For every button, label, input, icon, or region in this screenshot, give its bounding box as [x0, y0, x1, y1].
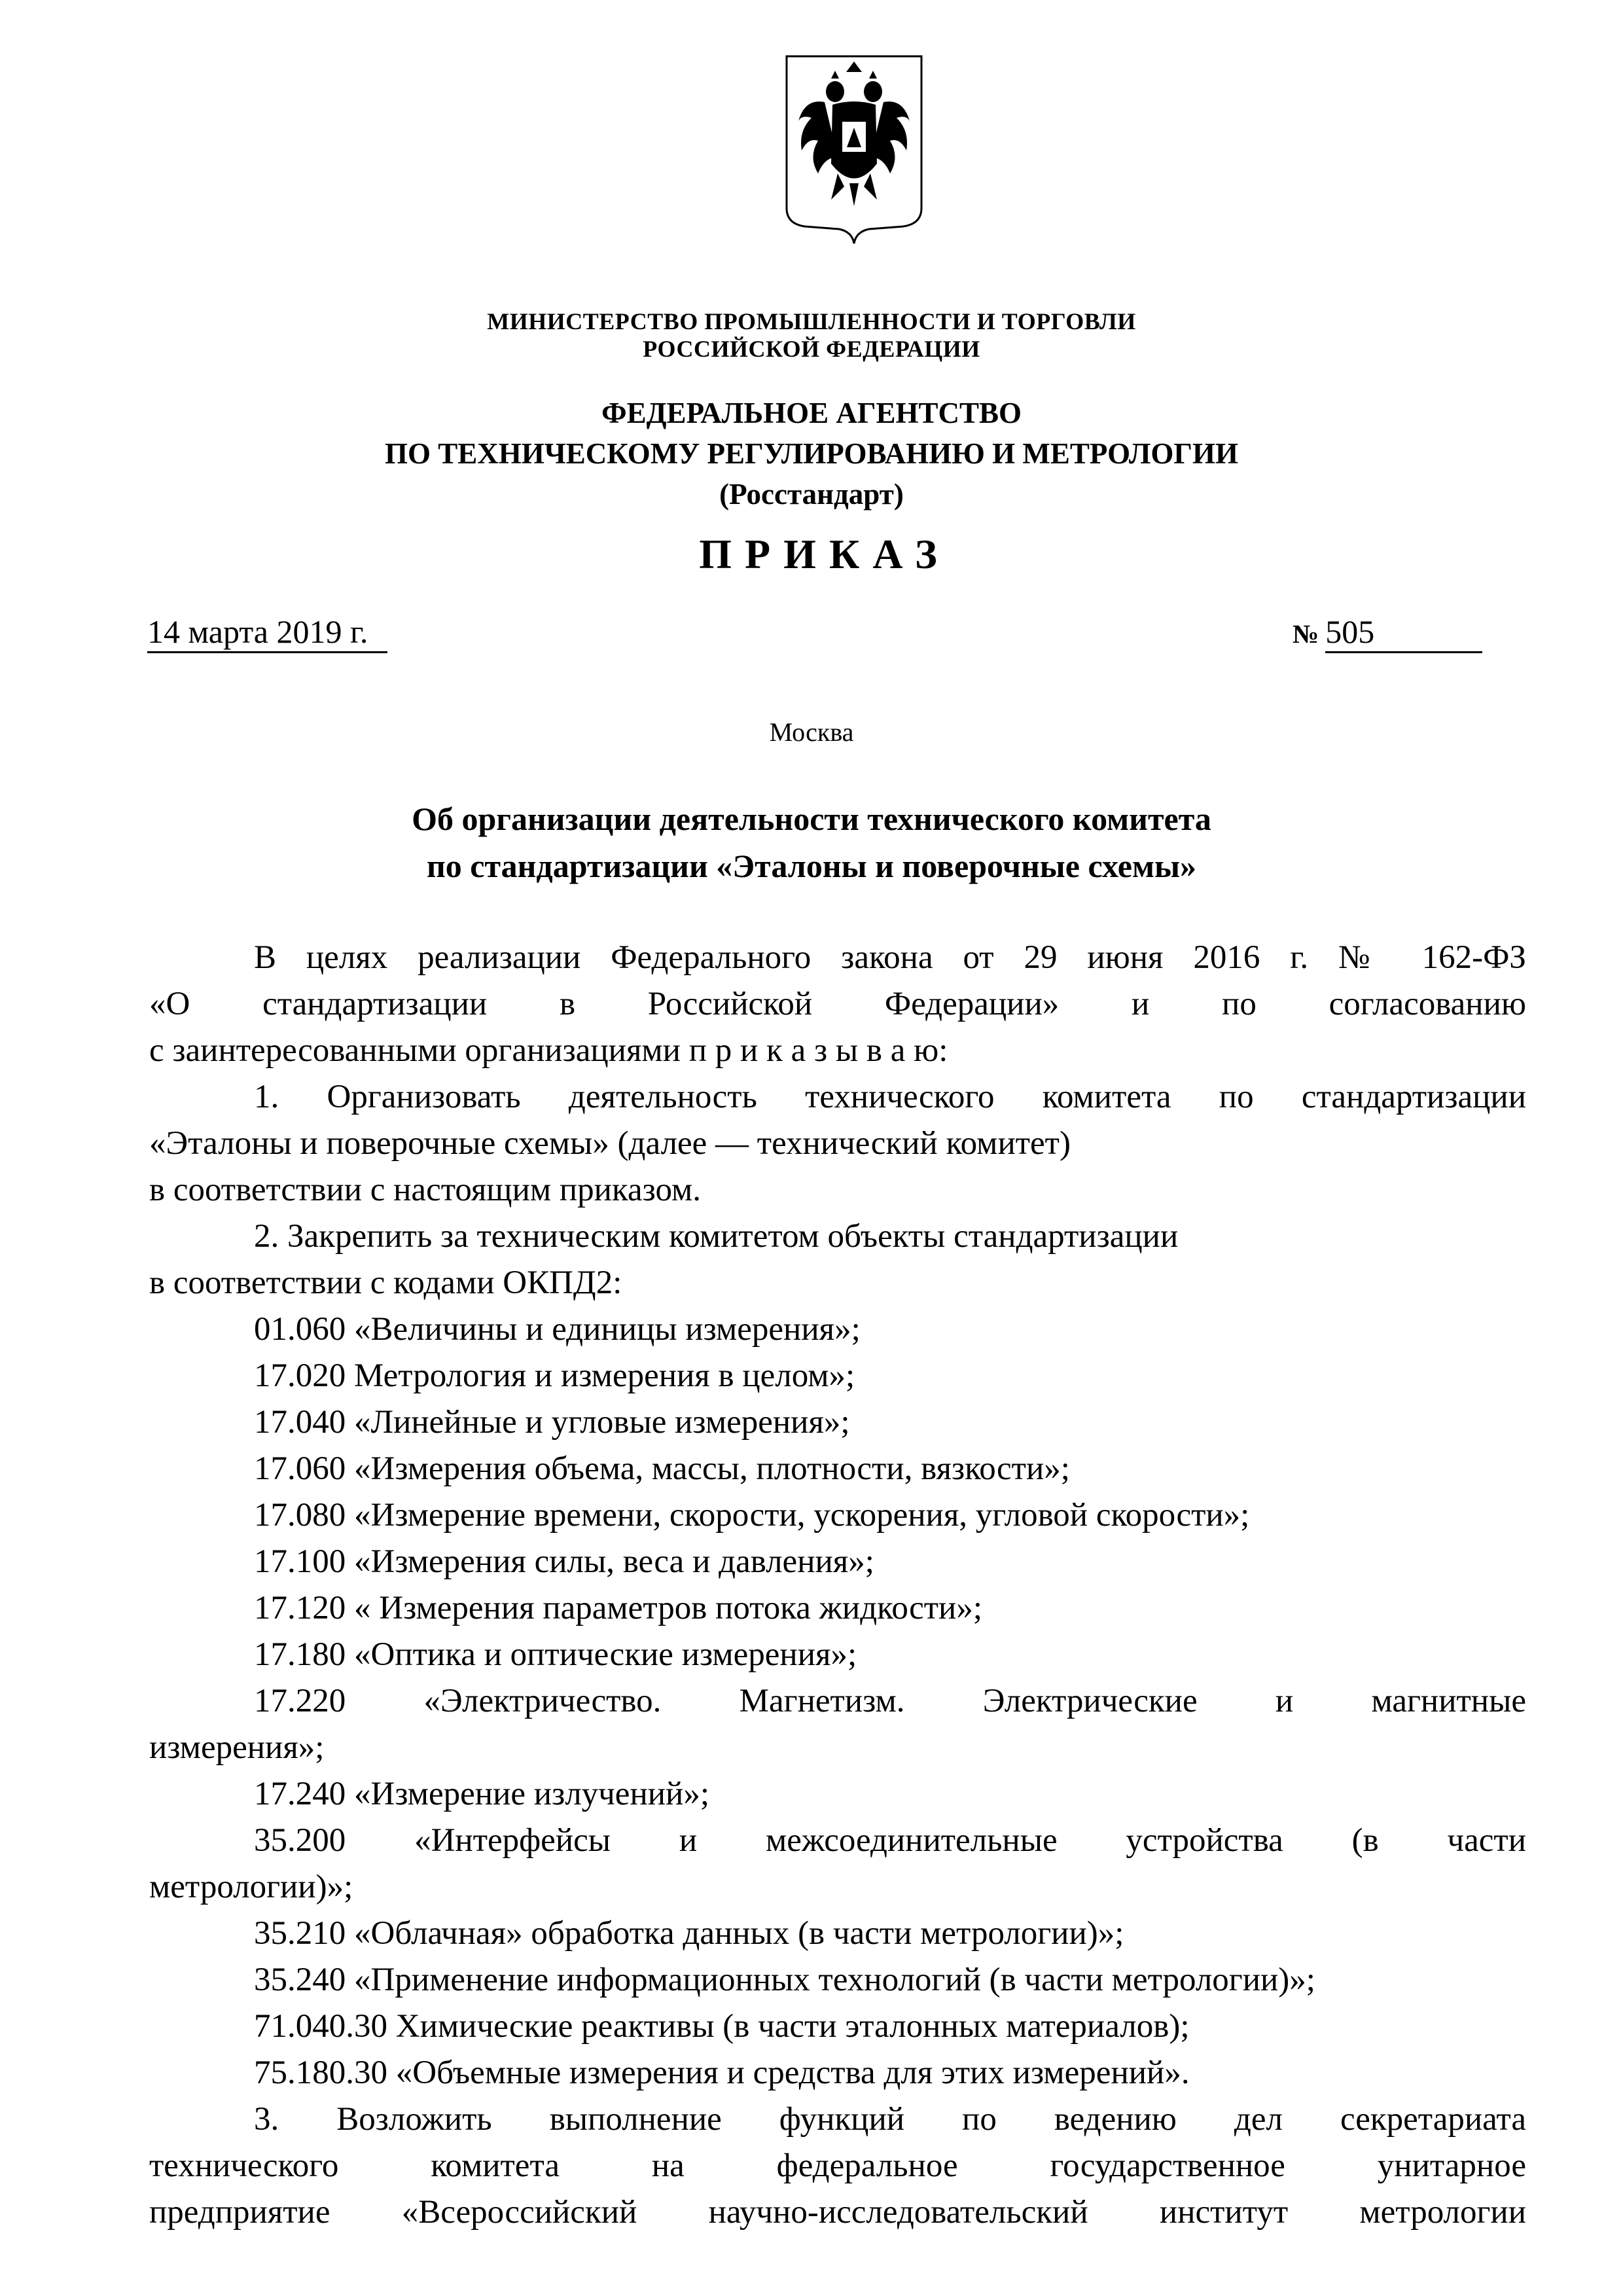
order-title	[0, 795, 1623, 889]
preamble-line-2: «О стандартизации в Российской Федерации» и по согласованию	[149, 986, 1526, 1022]
document-type: ПРИКАЗ	[699, 531, 950, 577]
item-2-line-2: в соответствии с кодами ОКПД2:	[149, 1265, 622, 1301]
list-item: 17.040 «Линейные и угловые измерения»;	[254, 1404, 850, 1441]
list-item: 17.180 «Оптика и оптические измерения»;	[254, 1636, 857, 1673]
list-item: 35.240 «Применение информационных технологий (в части метрологии)»;	[254, 1962, 1315, 1998]
preamble-line-1: В целях реализации Федерального закона от 29 июня 2016 г. № 162-ФЗ	[254, 939, 1526, 976]
code-17220-line-1: 17.220 «Электричество. Магнетизм. Электрические и магнитные	[254, 1683, 1526, 1719]
city: Москва	[769, 717, 854, 747]
agency-name	[0, 393, 1623, 514]
ministry-line-2: РОССИЙСКОЙ ФЕДЕРАЦИИ	[643, 336, 980, 362]
agency-line-1: ФЕДЕРАЛЬНОЕ АГЕНТСТВО	[601, 397, 1022, 429]
item-1-line-1: 1. Организовать деятельность технического комитета по стандартизации	[254, 1079, 1526, 1115]
title-line-1: Об организации деятельности технического комитета	[412, 800, 1211, 837]
list-item: 17.060 «Измерения объема, массы, плотности, вязкости»;	[254, 1450, 1070, 1487]
item-3-line-3: предприятие «Всероссийский научно-исследовательский институт метрологии	[149, 2194, 1526, 2231]
ministry-line-1: МИНИСТЕРСТВО ПРОМЫШЛЕННОСТИ И ТОРГОВЛИ	[487, 308, 1136, 334]
number-sign: №	[1293, 619, 1319, 649]
list-item: 01.060 «Величины и единицы измерения»;	[254, 1311, 861, 1348]
code-35200-line-2: метрологии)»;	[149, 1869, 353, 1905]
list-item: 17.080 «Измерение времени, скорости, ускорения, угловой скорости»;	[254, 1497, 1250, 1534]
preamble-line-3: с заинтересованными организациями п р и к а з ы в а ю:	[149, 1032, 948, 1069]
list-item: 17.100 «Измерения силы, веса и давления»;	[254, 1543, 874, 1580]
item-3-line-1: 3. Возложить выполнение функций по ведению дел секретариата	[254, 2101, 1526, 2138]
code-17220-line-2: измерения»;	[149, 1729, 325, 1766]
code-35200-line-1: 35.200 «Интерфейсы и межсоединительные устройства (в части	[254, 1822, 1526, 1859]
order-number-value: 505	[1325, 612, 1482, 653]
order-body	[149, 935, 1526, 2236]
list-item: 17.240 «Измерение излучений»;	[254, 1776, 709, 1812]
list-item: 71.040.30 Химические реактивы (в части эталонных материалов);	[254, 2008, 1190, 2045]
list-item: 75.180.30 «Объемные измерения и средства для этих измерений».	[254, 2054, 1190, 2091]
agency-line-3: (Росстандарт)	[719, 478, 904, 511]
list-item: 35.210 «Облачная» обработка данных (в части метрологии)»;	[254, 1915, 1124, 1952]
item-1-line-2: «Эталоны и поверочные схемы» (далее — технический комитет)	[149, 1125, 1071, 1162]
item-2-line-1: 2. Закрепить за техническим комитетом объекты стандартизации	[254, 1218, 1179, 1255]
ministry-name	[0, 308, 1623, 363]
item-3-line-2: технического комитета на федеральное государственное унитарное	[149, 2147, 1526, 2184]
coat-of-arms-icon	[779, 52, 929, 249]
list-item: 17.020 Метрология и измерения в целом»;	[254, 1357, 855, 1394]
title-line-2: по стандартизации «Эталоны и поверочные схемы»	[426, 848, 1197, 884]
item-1-line-3: в соответствии с настоящим приказом.	[149, 1172, 702, 1208]
order-date: 14 марта 2019 г.	[147, 612, 387, 653]
list-item: 17.120 « Измерения параметров потока жидкости»;	[254, 1590, 983, 1626]
order-number	[1293, 612, 1482, 654]
agency-line-2: ПО ТЕХНИЧЕСКОМУ РЕГУЛИРОВАНИЮ И МЕТРОЛОГИИ	[384, 437, 1239, 470]
